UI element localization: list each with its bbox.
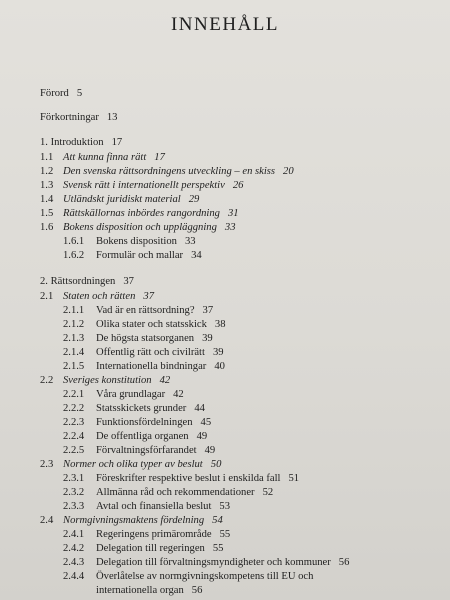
toc-entry-text: Delegation till förvaltningsmyndigheter och kommuner xyxy=(96,557,331,568)
toc-entry-text: Förvaltningsförfarandet xyxy=(96,445,197,456)
toc-entry-number: 2.1.3 xyxy=(63,333,85,344)
toc-entry-text: Olika stater och statsskick xyxy=(96,319,207,330)
toc-entry-number: 2.4 xyxy=(40,515,54,526)
toc-entry-number: 2.2.1 xyxy=(63,389,85,400)
toc-entry-text: Regeringens primärområde xyxy=(96,529,212,540)
toc-entry-page: 31 xyxy=(227,208,239,219)
toc-entry-page: 26 xyxy=(232,180,244,191)
toc-entry-text: Att kunna finna rätt xyxy=(63,152,147,163)
toc-entry-page: 56 xyxy=(338,557,350,568)
toc-entry-text: Staten och rätten xyxy=(63,291,136,302)
toc-entry-number: 2.4.2 xyxy=(63,543,85,554)
toc-entry-text: Avtal och finansiella beslut xyxy=(96,501,212,512)
toc-entry-text: Allmänna råd och rekommendationer xyxy=(96,487,255,498)
toc-entry-page: 42 xyxy=(173,389,184,400)
toc-entry-page: 42 xyxy=(159,375,171,386)
toc-chapter xyxy=(40,276,134,288)
toc-entry xyxy=(40,112,117,124)
toc-entry-number: 2.1.4 xyxy=(63,347,85,358)
toc-entry-page: 44 xyxy=(194,403,205,414)
toc-entry xyxy=(40,88,82,100)
toc-entry-number: 1.4 xyxy=(40,194,54,205)
toc-entry-page: 33 xyxy=(184,236,196,247)
toc-entry-text: Rättskällornas inbördes rangordning xyxy=(63,208,220,219)
toc-entry-number: 1.5 xyxy=(40,208,54,219)
toc-entry-page: 17 xyxy=(111,137,123,148)
toc-entry-text: Våra grundlagar xyxy=(96,389,166,400)
toc-entry-page: 50 xyxy=(210,459,222,470)
toc-entry-text: Normer och olika typer av beslut xyxy=(63,459,203,470)
toc-entry-text: Formulär och mallar xyxy=(96,250,184,261)
toc-entry-text: De offentliga organen xyxy=(96,431,189,442)
toc-entry-page: 38 xyxy=(214,319,226,330)
toc-entry-text: Normgivningsmaktens fördelning xyxy=(63,515,205,526)
toc-entry-page: 17 xyxy=(154,152,165,163)
toc-entry-number: 2.2.4 xyxy=(63,431,85,442)
toc-entry-number: 1.6.2 xyxy=(63,250,85,261)
toc-entry-page: 33 xyxy=(224,222,236,233)
toc-entry-number: 2.4.1 xyxy=(63,529,85,540)
toc-entry-page: 39 xyxy=(212,347,224,358)
toc-entry-page: 45 xyxy=(200,417,212,428)
toc-entry-text: 1. Introduktion xyxy=(40,137,104,148)
toc-entry-text: Offentlig rätt och civilrätt xyxy=(96,347,205,358)
toc-entry-number: 2.1.5 xyxy=(63,361,85,372)
toc-entry-text: Förord xyxy=(40,88,69,99)
toc-entry-number: 2.1.1 xyxy=(63,305,85,316)
toc-entry-text: Föreskrifter respektive beslut i enskilda fall xyxy=(96,473,281,484)
toc-entry-page: 37 xyxy=(123,276,134,287)
toc-entry-page: 34 xyxy=(191,250,202,261)
toc-entry-page: 37 xyxy=(143,291,154,302)
toc-entry-number: 2.1.2 xyxy=(63,319,85,330)
toc-entry-page: 52 xyxy=(262,487,274,498)
toc-entry-page: 40 xyxy=(214,361,225,372)
toc-entry-page: 49 xyxy=(204,445,216,456)
toc-entry-continuation xyxy=(96,585,202,597)
toc-entry-page: 29 xyxy=(188,194,200,205)
toc-entry-text: Den svenska rättsordningens utveckling – en skiss xyxy=(63,166,276,177)
toc-entry-text: Svensk rätt i internationellt perspektiv xyxy=(63,180,225,191)
toc-entry-page: 49 xyxy=(196,431,208,442)
toc-entry-text: Bokens disposition xyxy=(96,236,177,247)
page-title: INNEHÅLL xyxy=(170,14,280,35)
toc-entry-page: 54 xyxy=(212,515,223,526)
toc-entry-number: 2.3.2 xyxy=(63,487,85,498)
toc-entry-page: 39 xyxy=(202,333,213,344)
toc-entry-text: Funktionsfördelningen xyxy=(96,417,193,428)
toc-entry-text: Överlåtelse av normgivningskompetens till EU och xyxy=(96,571,314,582)
toc-entry-number: 2.2 xyxy=(40,375,54,386)
toc-entry-number: 2.3.1 xyxy=(63,473,85,484)
toc-entry-page: 20 xyxy=(283,166,294,177)
toc-entry-page: 56 xyxy=(191,585,203,596)
toc-entry-text: Förkortningar xyxy=(40,112,99,123)
toc-entry-page: 5 xyxy=(76,88,83,99)
toc-entry-text: Statsskickets grunder xyxy=(96,403,187,414)
toc-entry-text: Vad är en rättsordning? xyxy=(96,305,195,316)
toc-entry-text: Sveriges konstitution xyxy=(63,375,152,386)
toc-entry-page: 51 xyxy=(288,473,300,484)
toc-entry-text: 2. Rättsordningen xyxy=(40,276,116,287)
toc-entry-number: 1.6.1 xyxy=(63,236,85,247)
toc-entry-number: 2.4.3 xyxy=(63,557,85,568)
toc-entry-text: Internationella bindningar xyxy=(96,361,207,372)
toc-entry-number: 2.2.5 xyxy=(63,445,85,456)
toc-entry-number: 2.3.3 xyxy=(63,501,85,512)
toc-entry-number: 1.6 xyxy=(40,222,54,233)
toc-entry-text: Utländskt juridiskt material xyxy=(63,194,181,205)
toc-entry-number: 1.2 xyxy=(40,166,54,177)
toc-entry-number: 2.2.2 xyxy=(63,403,85,414)
toc-entry-number: 2.4.4 xyxy=(63,571,85,582)
toc-entry-number: 1.3 xyxy=(40,180,54,191)
toc-entry-text: Delegation till regeringen xyxy=(96,543,205,554)
toc-entry-number: 2.3 xyxy=(40,459,54,470)
toc-entry-number: 1.1 xyxy=(40,152,54,163)
toc-entry-page: 55 xyxy=(219,529,231,540)
toc-chapter xyxy=(40,137,122,149)
toc-entry-number: 2.2.3 xyxy=(63,417,85,428)
toc-entry-number: 2.1 xyxy=(40,291,54,302)
toc-entry-text: internationella organ xyxy=(96,585,184,596)
toc-entry-page: 37 xyxy=(202,305,214,316)
toc-entry-text: De högsta statsorganen xyxy=(96,333,195,344)
toc-entry-page: 53 xyxy=(219,501,231,512)
toc-entry-text: Bokens disposition och uppläggning xyxy=(63,222,217,233)
toc-entry-page: 13 xyxy=(106,112,118,123)
toc-entry-page: 55 xyxy=(212,543,224,554)
